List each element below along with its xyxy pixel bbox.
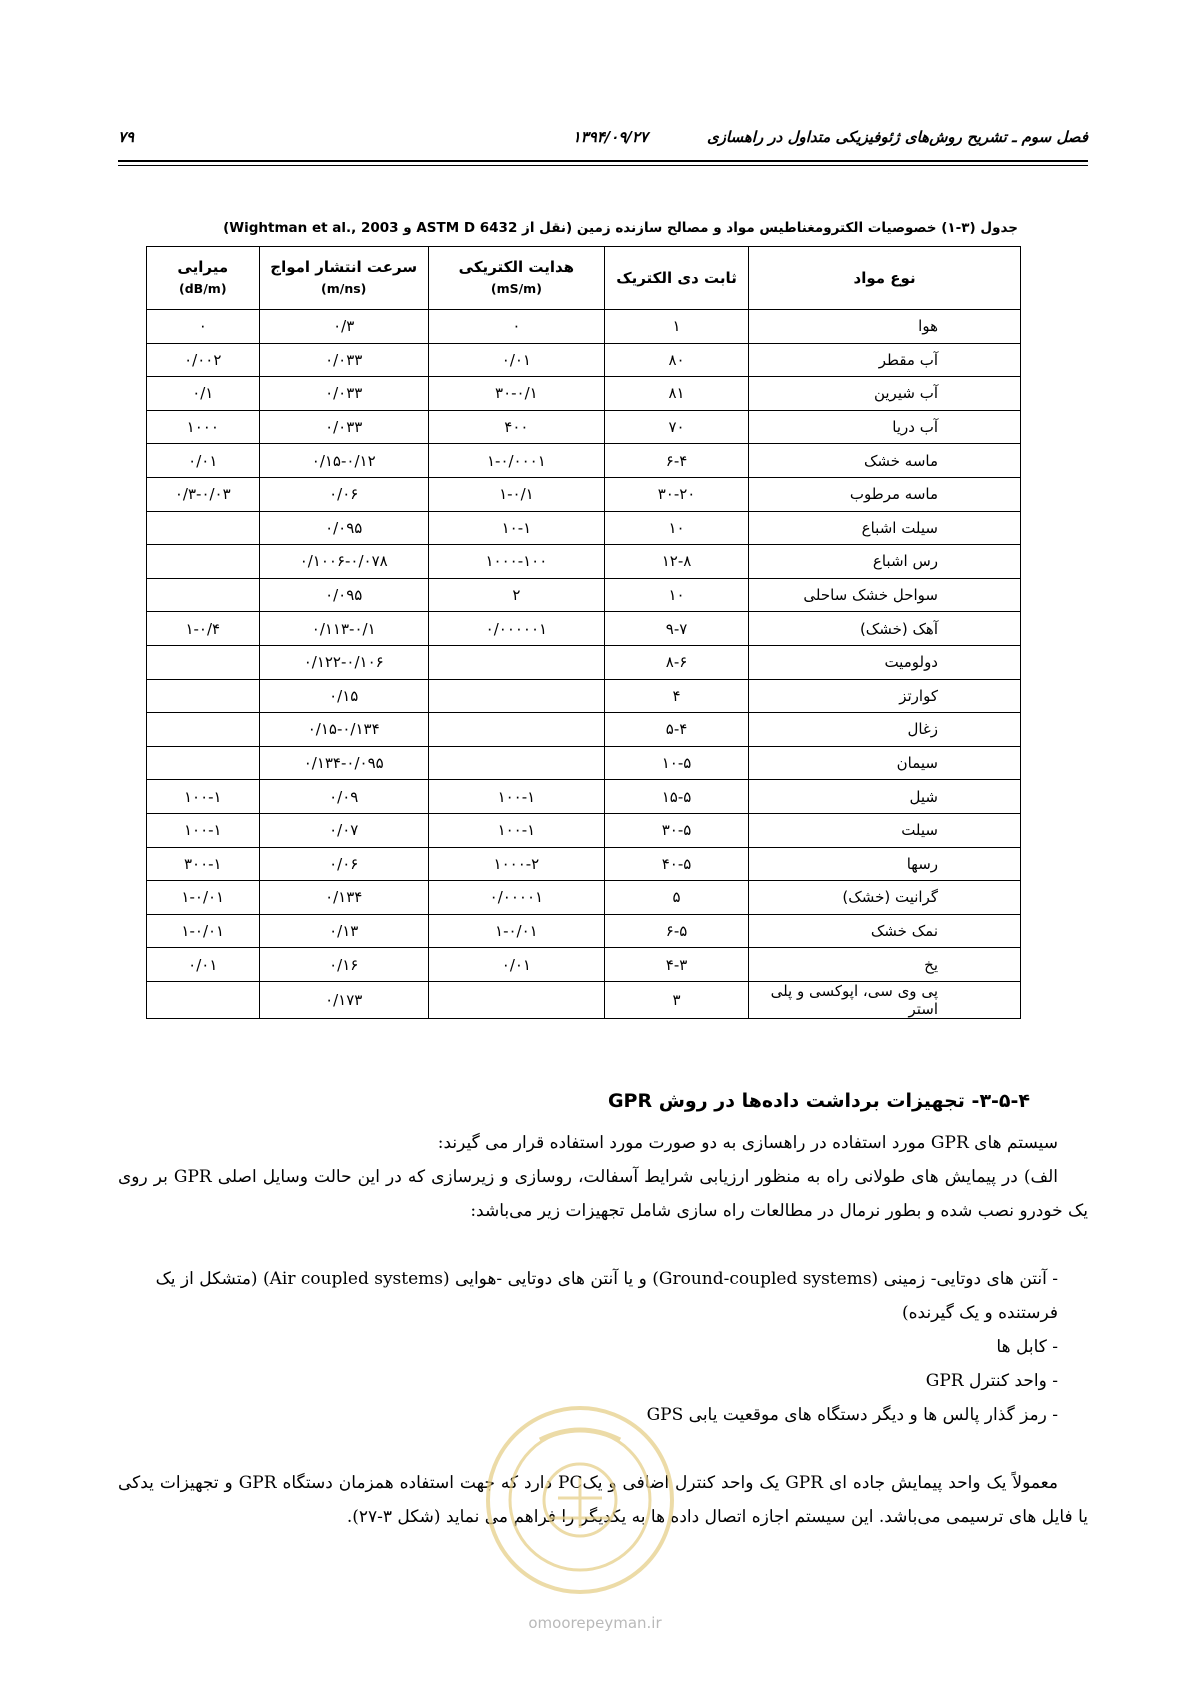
cell-attenuation: ۰/۱ (147, 377, 260, 411)
table-row (147, 410, 1021, 444)
cell-dielectric: ۸۰ (604, 343, 748, 377)
table-row (147, 914, 1021, 948)
cell-dielectric: ۹-۷ (604, 612, 748, 646)
cell-dielectric: ۸۱ (604, 377, 748, 411)
cell-dielectric: ۶-۵ (604, 914, 748, 948)
header-material: نوع مواد (749, 247, 1021, 310)
paragraph-b-text: معمولاً یک واحد پیمایش جاده ای GPR یک واحد کنترل اضافی و یکPC دارد که جهت استفاده همزمان دستگاه GPR و تجهیزات یدکی یا فایل های ترسیمی می‌باشد. این سیستم اجازه اتصال داده ها به یکدیگر را فراهم می نماید (شکل ۳-۲۷). (118, 1473, 1088, 1527)
cell-attenuation: ۰/۰۰۲ (147, 343, 260, 377)
table-row (147, 813, 1021, 847)
cell-material: پی وی سی، اپوکسی و پلی استر (749, 981, 1021, 1018)
cell-conductivity: ۴۰۰ (428, 410, 604, 444)
cell-material: آب دریا (749, 410, 1021, 444)
table-row (147, 746, 1021, 780)
cell-attenuation (147, 545, 260, 579)
cell-velocity: ۰/۰۳۳ (259, 343, 428, 377)
table-row (147, 881, 1021, 915)
cell-velocity: ۰/۰۶ (259, 847, 428, 881)
materials-table (146, 246, 1021, 1019)
page-header (118, 128, 1088, 154)
paragraph-a (118, 1160, 1088, 1228)
cell-dielectric: ۱۵-۵ (604, 780, 748, 814)
cell-dielectric: ۱۰ (604, 511, 748, 545)
cell-attenuation: ۱-۰/۰۱ (147, 914, 260, 948)
cell-material: سیلت (749, 813, 1021, 847)
table-row (147, 310, 1021, 344)
table-header-row (147, 247, 1021, 310)
paragraph-a-text: الف) در پیمایش های طولانی راه به منظور ارزیابی شرایط آسفالت، روسازی و زیرسازی که در این حالت وسایل اصلی GPR بر روی یک خودرو نصب شده و بطور نرمال در مطالعات راه سازی شامل تجهیزات زیر می‌باشد: (118, 1167, 1088, 1221)
cell-material: آب شیرین (749, 377, 1021, 411)
cell-material: سیلت اشباع (749, 511, 1021, 545)
cell-velocity: ۰/۳ (259, 310, 428, 344)
intro-paragraph: سیستم های GPR مورد استفاده در راهسازی به دو صورت مورد استفاده قرار می گیرند: (437, 1133, 1058, 1153)
cell-velocity: ۰/۱۶ (259, 948, 428, 982)
table-row (147, 948, 1021, 982)
cell-dielectric: ۵-۴ (604, 713, 748, 747)
table-row (147, 713, 1021, 747)
cell-dielectric: ۳ (604, 981, 748, 1018)
cell-dielectric: ۶-۴ (604, 444, 748, 478)
cell-material: ماسه خشک (749, 444, 1021, 478)
header-date: ۱۳۹۴/۰۹/۲۷ (572, 128, 648, 146)
cell-conductivity: ۰/۰۱ (428, 343, 604, 377)
cell-conductivity: ۱۰۰-۱ (428, 813, 604, 847)
cell-material: رس اشباع (749, 545, 1021, 579)
cell-conductivity (428, 645, 604, 679)
cell-conductivity (428, 713, 604, 747)
conductivity-unit: (mS/m) (490, 281, 542, 296)
cell-conductivity: ۳۰-۰/۱ (428, 377, 604, 411)
cell-attenuation: ۰/۰۱ (147, 444, 260, 478)
cell-conductivity: ۰/۰۱ (428, 948, 604, 982)
table-row (147, 981, 1021, 1018)
cell-velocity: ۰/۱۳ (259, 914, 428, 948)
list-item: - کابل ها (996, 1337, 1058, 1357)
table-row (147, 477, 1021, 511)
cell-conductivity: ۱۰۰۰-۲ (428, 847, 604, 881)
header-velocity: سرعت انتشار امواج (m/ns) (259, 247, 428, 310)
table-row (147, 545, 1021, 579)
cell-material: یخ (749, 948, 1021, 982)
cell-velocity: ۰/۱۵ (259, 679, 428, 713)
cell-dielectric: ۱۰-۵ (604, 746, 748, 780)
cell-velocity: ۰/۰۶ (259, 477, 428, 511)
cell-attenuation: ۱-۰/۴ (147, 612, 260, 646)
list-item: - آنتن های دوتایی- زمینی (Ground-coupled systems) و یا آنتن های دوتایی -هوایی (Air coupled systems) (متشکل از یک فرستنده و یک گیرنده) (155, 1269, 1058, 1323)
cell-attenuation: ۱۰۰-۱ (147, 780, 260, 814)
cell-attenuation (147, 746, 260, 780)
cell-material: شیل (749, 780, 1021, 814)
cell-material: آهک (خشک) (749, 612, 1021, 646)
cell-dielectric: ۴-۳ (604, 948, 748, 982)
header-dielectric: ثابت دی الکتریک (604, 247, 748, 310)
section-heading: ۳-۵-۴- تجهیزات برداشت داده‌ها در روش GPR (607, 1090, 1030, 1112)
cell-material: رسها (749, 847, 1021, 881)
header-rule-thin (118, 165, 1088, 166)
cell-dielectric: ۷۰ (604, 410, 748, 444)
cell-attenuation (147, 713, 260, 747)
cell-velocity: ۰/۱۷۳ (259, 981, 428, 1018)
cell-conductivity: ۱۰-۱ (428, 511, 604, 545)
cell-velocity: ۰/۱۳۴-۰/۰۹۵ (259, 746, 428, 780)
table-row (147, 612, 1021, 646)
cell-dielectric: ۴۰-۵ (604, 847, 748, 881)
cell-conductivity: ۰/۰۰۰۰۱ (428, 881, 604, 915)
cell-conductivity (428, 981, 604, 1018)
cell-material: کوارتز (749, 679, 1021, 713)
table-row (147, 377, 1021, 411)
cell-attenuation: ۳۰۰-۱ (147, 847, 260, 881)
cell-conductivity (428, 679, 604, 713)
cell-material: سیمان (749, 746, 1021, 780)
cell-dielectric: ۳۰-۵ (604, 813, 748, 847)
watermark-seal-icon (480, 1400, 680, 1600)
cell-conductivity: ۱۰۰۰-۱۰۰ (428, 545, 604, 579)
cell-velocity: ۰/۰۹ (259, 780, 428, 814)
table-caption: جدول (۳-۱) خصوصیات الکترومغناطیس مواد و مصالح سازنده زمین (نقل از ASTM D 6432 و Wightman et al., 2003) (223, 220, 1018, 236)
cell-dielectric: ۴ (604, 679, 748, 713)
table-row (147, 847, 1021, 881)
cell-attenuation (147, 645, 260, 679)
table-body (147, 310, 1021, 1019)
cell-velocity: ۰/۱۵-۰/۱۳۴ (259, 713, 428, 747)
header-conductivity: هدایت الکتریکی (mS/m) (428, 247, 604, 310)
cell-material: آب مقطر (749, 343, 1021, 377)
attenuation-unit: (dB/m) (179, 281, 227, 296)
cell-velocity: ۰/۱۰۰۶-۰/۰۷۸ (259, 545, 428, 579)
cell-dielectric: ۸-۶ (604, 645, 748, 679)
cell-velocity: ۰/۰۳۳ (259, 410, 428, 444)
table-row (147, 645, 1021, 679)
cell-attenuation (147, 981, 260, 1018)
cell-conductivity: ۱-۰/۰۰۰۱ (428, 444, 604, 478)
list-item: - رمز گذار پالس ها و دیگر دستگاه های موقعیت یابی GPS (646, 1405, 1058, 1425)
list-item: - واحد کنترل GPR (925, 1371, 1058, 1391)
cell-material: هوا (749, 310, 1021, 344)
table-row (147, 444, 1021, 478)
cell-velocity: ۰/۱۱۳-۰/۱ (259, 612, 428, 646)
table-row (147, 679, 1021, 713)
cell-conductivity: ۱-۰/۰۱ (428, 914, 604, 948)
cell-attenuation: ۱-۰/۰۱ (147, 881, 260, 915)
chapter-title: فصل سوم ـ تشریح روش‌های ژئوفیزیکی متداول در راهسازی (706, 128, 1088, 146)
cell-material: ماسه مرطوب (749, 477, 1021, 511)
cell-velocity: ۰/۱۵-۰/۱۲ (259, 444, 428, 478)
cell-material: زغال (749, 713, 1021, 747)
cell-dielectric: ۱۲-۸ (604, 545, 748, 579)
cell-attenuation (147, 578, 260, 612)
cell-conductivity: ۱-۰/۱ (428, 477, 604, 511)
cell-conductivity: ۰/۰۰۰۰۰۱ (428, 612, 604, 646)
cell-material: دولومیت (749, 645, 1021, 679)
cell-material: سواحل خشک ساحلی (749, 578, 1021, 612)
cell-attenuation: ۰ (147, 310, 260, 344)
cell-velocity: ۰/۱۲۲-۰/۱۰۶ (259, 645, 428, 679)
cell-attenuation: ۱۰۰-۱ (147, 813, 260, 847)
table-row (147, 780, 1021, 814)
cell-dielectric: ۱ (604, 310, 748, 344)
cell-material: گرانیت (خشک) (749, 881, 1021, 915)
table-row (147, 578, 1021, 612)
cell-dielectric: ۳۰-۲۰ (604, 477, 748, 511)
page-number: ۷۹ (118, 128, 135, 146)
cell-velocity: ۰/۰۹۵ (259, 511, 428, 545)
cell-attenuation (147, 679, 260, 713)
cell-attenuation: ۰/۳-۰/۰۳ (147, 477, 260, 511)
cell-conductivity: ۲ (428, 578, 604, 612)
cell-dielectric: ۱۰ (604, 578, 748, 612)
cell-conductivity: ۰ (428, 310, 604, 344)
cell-attenuation: ۰/۰۱ (147, 948, 260, 982)
cell-velocity: ۰/۰۷ (259, 813, 428, 847)
cell-velocity: ۰/۰۳۳ (259, 377, 428, 411)
header-rule-thick (118, 160, 1088, 162)
cell-velocity: ۰/۰۹۵ (259, 578, 428, 612)
table-row (147, 511, 1021, 545)
velocity-unit: (m/ns) (321, 281, 367, 296)
cell-material: نمک خشک (749, 914, 1021, 948)
cell-velocity: ۰/۱۳۴ (259, 881, 428, 915)
cell-dielectric: ۵ (604, 881, 748, 915)
cell-conductivity (428, 746, 604, 780)
cell-attenuation (147, 511, 260, 545)
watermark-site: omoorepeyman.ir (528, 1614, 662, 1632)
header-attenuation: میرایی (dB/m) (147, 247, 260, 310)
table-row (147, 343, 1021, 377)
cell-conductivity: ۱۰۰-۱ (428, 780, 604, 814)
cell-attenuation: ۱۰۰۰ (147, 410, 260, 444)
